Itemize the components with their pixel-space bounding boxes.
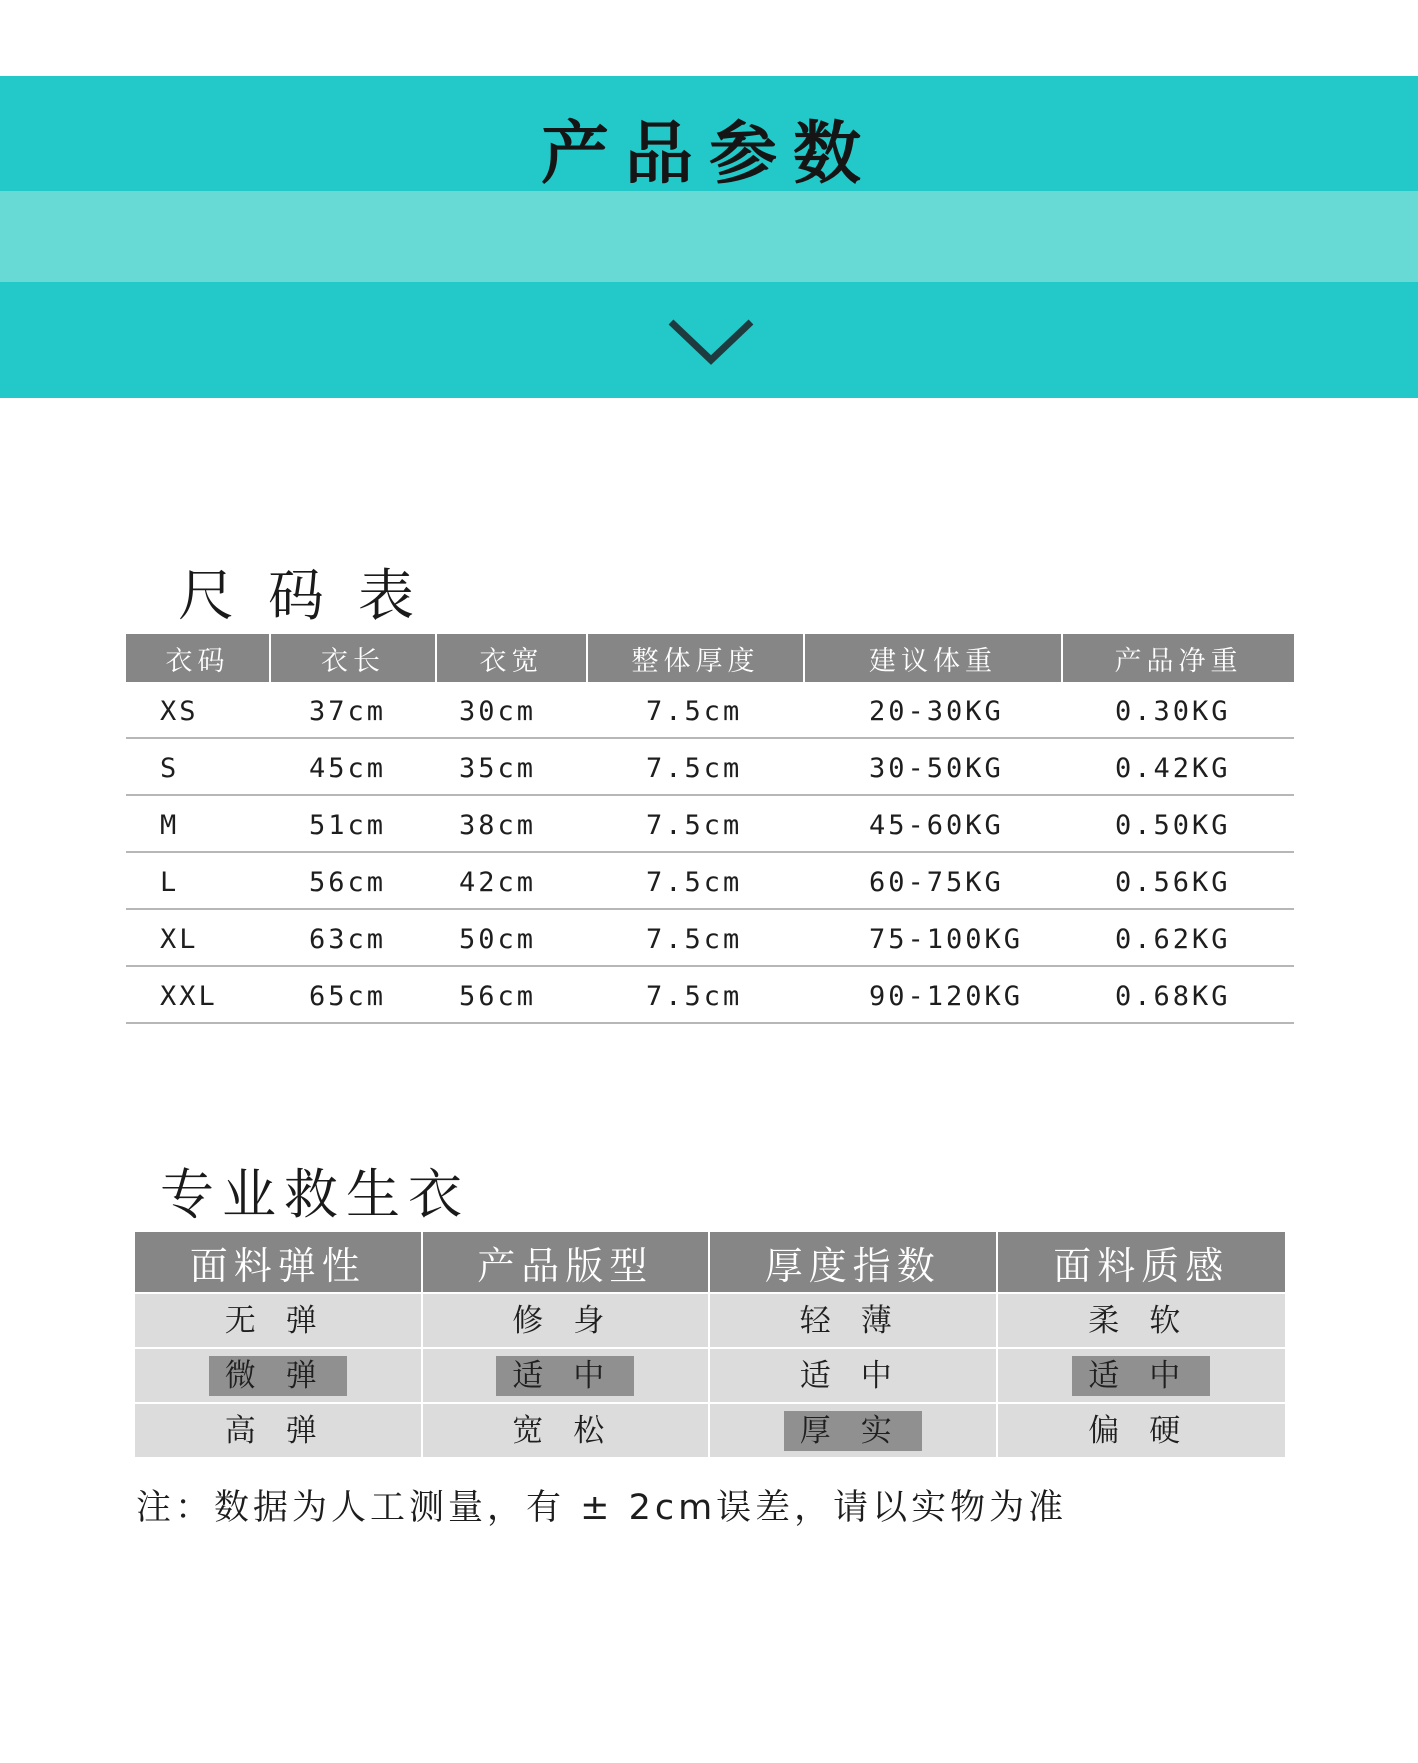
size-table-cell: XS [160, 696, 199, 727]
size-table-row [126, 967, 1294, 1024]
size-table-cell: S [160, 753, 180, 784]
property-table-row [135, 1292, 1285, 1347]
size-table-cell: 0.56KG [1115, 867, 1231, 898]
size-header-cell: 产品净重 [1063, 634, 1294, 682]
property-table-cell [998, 1294, 1286, 1347]
banner-title: 产品参数 [540, 114, 877, 194]
measurement-note: 注：数据为人工测量，有 ± 2cm误差，请以实物为准 [136, 1488, 1068, 1528]
option-tag: 轻薄 [799, 1302, 922, 1339]
size-table-cell: 7.5cm [646, 810, 743, 841]
option-tag: 宽松 [512, 1412, 635, 1449]
highlighted-option-tag: 微弹 [209, 1356, 347, 1396]
property-table-header [135, 1232, 1285, 1292]
option-tag: 高弹 [224, 1412, 347, 1449]
property-table-cell [710, 1349, 998, 1402]
property-table-cell [423, 1294, 711, 1347]
size-table-cell: L [160, 867, 180, 898]
size-table-cell: 38cm [459, 810, 537, 841]
size-table-cell: 56cm [309, 867, 387, 898]
size-table-row [126, 796, 1294, 853]
size-table-cell: 51cm [309, 810, 387, 841]
size-table-header [126, 634, 1294, 682]
size-table-cell: 0.42KG [1115, 753, 1231, 784]
size-table-cell: 7.5cm [646, 981, 743, 1012]
property-table-cell [998, 1404, 1286, 1457]
size-table-cell: M [160, 810, 180, 841]
property-table-cell [135, 1404, 423, 1457]
size-table-cell: 0.50KG [1115, 810, 1231, 841]
property-table-cell [710, 1294, 998, 1347]
size-header-cell: 衣宽 [437, 634, 588, 682]
property-table-row [135, 1402, 1285, 1457]
property-table-cell [998, 1349, 1286, 1402]
size-table-cell: 20-30KG [869, 696, 1004, 727]
property-header-cell: 面料质感 [998, 1232, 1286, 1292]
size-table-cell: 30-50KG [869, 753, 1004, 784]
size-table-row [126, 682, 1294, 739]
size-header-cell: 衣长 [271, 634, 437, 682]
size-table-cell: 0.30KG [1115, 696, 1231, 727]
property-table-cell [423, 1404, 711, 1457]
size-table-cell: 50cm [459, 924, 537, 955]
size-table-cell: 42cm [459, 867, 537, 898]
option-tag: 柔软 [1088, 1302, 1211, 1339]
size-table-cell: 7.5cm [646, 924, 743, 955]
size-header-cell: 整体厚度 [588, 634, 805, 682]
size-table-row [126, 739, 1294, 796]
size-header-cell: 衣码 [126, 634, 271, 682]
size-table [126, 634, 1294, 1024]
chevron-down-icon [667, 318, 755, 366]
property-table-row [135, 1347, 1285, 1402]
size-chart-title: 尺码表 [178, 564, 448, 629]
size-table-cell: 75-100KG [869, 924, 1024, 955]
size-table-cell: 35cm [459, 753, 537, 784]
size-table-cell: XL [160, 924, 199, 955]
size-table-cell: XXL [160, 981, 218, 1012]
option-tag: 修身 [512, 1302, 635, 1339]
size-table-cell: 7.5cm [646, 753, 743, 784]
size-table-row [126, 853, 1294, 910]
property-header-cell: 面料弹性 [135, 1232, 423, 1292]
size-table-cell: 45cm [309, 753, 387, 784]
highlighted-option-tag: 适中 [1072, 1356, 1210, 1396]
size-table-cell: 0.68KG [1115, 981, 1231, 1012]
size-table-cell: 56cm [459, 981, 537, 1012]
size-table-cell: 0.62KG [1115, 924, 1231, 955]
size-header-cell: 建议体重 [805, 634, 1063, 682]
product-property-title: 专业救生衣 [160, 1163, 470, 1226]
size-table-cell: 63cm [309, 924, 387, 955]
size-table-cell: 7.5cm [646, 696, 743, 727]
property-header-cell: 产品版型 [423, 1232, 711, 1292]
size-table-cell: 30cm [459, 696, 537, 727]
highlighted-option-tag: 厚实 [784, 1411, 922, 1451]
size-table-cell: 45-60KG [869, 810, 1004, 841]
option-tag: 偏硬 [1088, 1412, 1211, 1449]
property-table-cell [710, 1404, 998, 1457]
size-table-cell: 7.5cm [646, 867, 743, 898]
property-table-cell [135, 1349, 423, 1402]
option-tag: 适中 [799, 1357, 922, 1394]
property-header-cell: 厚度指数 [710, 1232, 998, 1292]
size-table-cell: 60-75KG [869, 867, 1004, 898]
highlighted-option-tag: 适中 [496, 1356, 634, 1396]
size-table-cell: 37cm [309, 696, 387, 727]
size-table-cell: 90-120KG [869, 981, 1024, 1012]
property-table-cell [423, 1349, 711, 1402]
option-tag: 无弹 [224, 1302, 347, 1339]
banner-band-middle [0, 191, 1418, 282]
property-table-cell [135, 1294, 423, 1347]
property-table [135, 1232, 1285, 1457]
size-table-row [126, 910, 1294, 967]
size-table-cell: 65cm [309, 981, 387, 1012]
